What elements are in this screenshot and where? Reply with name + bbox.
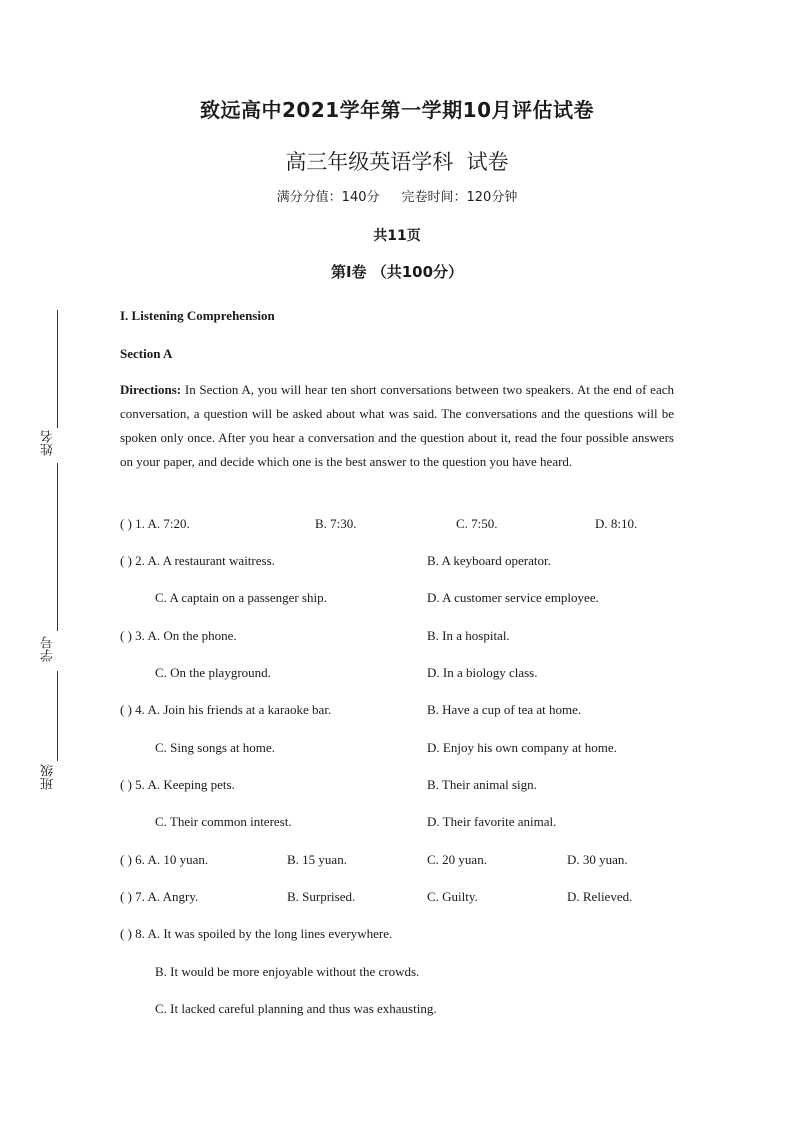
full-score: 满分分值：140分 — [276, 190, 380, 205]
margin-line-top — [57, 310, 58, 428]
directions-label: Directions: — [120, 382, 182, 397]
student-id-blank-line[interactable] — [57, 671, 58, 761]
q3-option-d[interactable]: D. In a biology class. — [427, 665, 538, 680]
q1-option-b[interactable]: B. 7:30. — [315, 516, 357, 531]
directions-paragraph — [120, 378, 674, 474]
q6-option-a[interactable]: ( ) 6. A. 10 yuan. — [120, 852, 209, 867]
q8-option-a[interactable]: ( ) 8. A. It was spoiled by the long lines everywhere. — [120, 926, 393, 941]
section-heading: I. Listening Comprehension — [120, 308, 275, 323]
q2-option-b[interactable]: B. A keyboard operator. — [427, 553, 551, 568]
q2-option-a[interactable]: ( ) 2. A. A restaurant waitress. — [120, 553, 275, 568]
q8-option-c[interactable]: C. It lacked careful planning and thus was exhausting. — [155, 1001, 437, 1016]
q5-option-c[interactable]: C. Their common interest. — [155, 814, 292, 829]
q1-option-c[interactable]: C. 7:50. — [456, 516, 498, 531]
directions-text: In Section A, you will hear ten short conversations between two speakers. At the end of each conversation, a question will be asked about what was said. The conversations and the questions will be spoken only once. After you hear a conversation and the question about it, read the four possible answers on your paper, and decide which one is the best answer to the question you have heard. — [120, 382, 674, 469]
q6-option-c[interactable]: C. 20 yuan. — [427, 852, 487, 867]
q7-option-a[interactable]: ( ) 7. A. Angry. — [120, 889, 199, 904]
q7-option-c[interactable]: C. Guilty. — [427, 889, 478, 904]
q4-option-a[interactable]: ( ) 4. A. Join his friends at a karaoke bar. — [120, 702, 332, 717]
page-count: 共11页 — [373, 228, 421, 244]
class-label: 班级 — [41, 764, 56, 790]
q4-option-c[interactable]: C. Sing songs at home. — [155, 740, 275, 755]
subsection-heading: Section A — [120, 346, 173, 361]
q8-option-b[interactable]: B. It would be more enjoyable without the crowds. — [155, 964, 420, 979]
q2-option-c[interactable]: C. A captain on a passenger ship. — [155, 590, 327, 605]
exam-meta — [0, 186, 794, 205]
q3-option-c[interactable]: C. On the playground. — [155, 665, 271, 680]
q3-option-b[interactable]: B. In a hospital. — [427, 628, 510, 643]
q5-option-a[interactable]: ( ) 5. A. Keeping pets. — [120, 777, 235, 792]
name-blank-line[interactable] — [57, 463, 58, 631]
q7-option-d[interactable]: D. Relieved. — [567, 889, 633, 904]
q4-option-b[interactable]: B. Have a cup of tea at home. — [427, 702, 582, 717]
q4-option-d[interactable]: D. Enjoy his own company at home. — [427, 740, 617, 755]
q3-option-a[interactable]: ( ) 3. A. On the phone. — [120, 628, 237, 643]
exam-title: 致远高中2021学年第一学期10月评估试卷 — [200, 98, 594, 122]
exam-subtitle: 高三年级英语学科 试卷 — [285, 150, 509, 174]
q6-option-b[interactable]: B. 15 yuan. — [287, 852, 347, 867]
exam-time: 完卷时间：120分钟 — [401, 190, 518, 205]
part-title: 第I卷 （共100分） — [330, 263, 464, 281]
name-label: 姓名 — [41, 430, 56, 456]
student-id-label: 学号 — [41, 636, 56, 662]
q1-option-d[interactable]: D. 8:10. — [595, 516, 638, 531]
q1-option-a[interactable]: ( ) 1. A. 7:20. — [120, 516, 190, 531]
q7-option-b[interactable]: B. Surprised. — [287, 889, 356, 904]
q5-option-b[interactable]: B. Their animal sign. — [427, 777, 537, 792]
q6-option-d[interactable]: D. 30 yuan. — [567, 852, 628, 867]
q2-option-d[interactable]: D. A customer service employee. — [427, 590, 599, 605]
q5-option-d[interactable]: D. Their favorite animal. — [427, 814, 557, 829]
